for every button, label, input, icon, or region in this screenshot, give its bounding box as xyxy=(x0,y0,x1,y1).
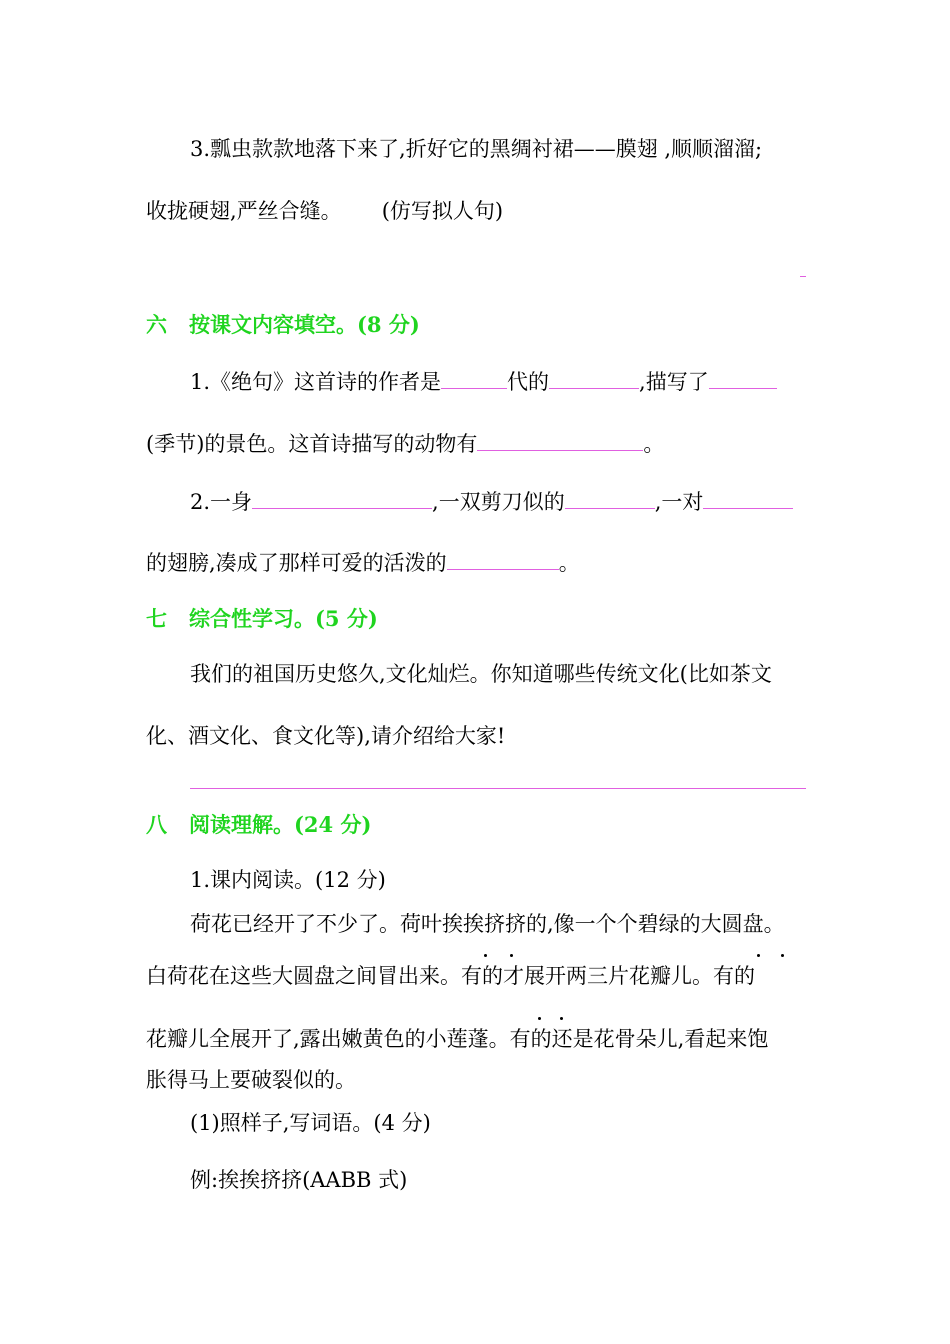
blank-animals[interactable] xyxy=(477,432,643,451)
item3-line1: 3.瓢虫款款地落下来了,折好它的黑绸衬裙——膜翅 ,顺顺溜溜; xyxy=(190,137,763,161)
s6-q2-line1 xyxy=(190,490,793,513)
s6-q2-text-a: 2.一身 xyxy=(190,490,253,514)
section-8-number: 八 xyxy=(146,812,167,837)
section-6-heading xyxy=(146,314,420,335)
s6-q1-text-b: 代的 xyxy=(507,370,550,394)
s6-q1-text-e: 。 xyxy=(643,432,665,456)
s6-q2-text-e: 。 xyxy=(558,551,580,575)
s6-q2-text-b: ,一双剪刀似的 xyxy=(432,490,565,514)
answer-tick xyxy=(800,276,806,277)
emphasis-dot xyxy=(781,954,784,957)
passage-line-3: 花瓣儿全展开了,露出嫩黄色的小莲蓬。有的还是花骨朵儿,看起来饱 xyxy=(146,1027,769,1051)
blank-author[interactable] xyxy=(549,370,639,389)
section-6-title: 按课文内容填空。(8 分) xyxy=(189,312,420,337)
blank-wings[interactable] xyxy=(703,490,793,509)
section-7-number: 七 xyxy=(146,606,167,631)
section-8-title: 阅读理解。(24 分) xyxy=(189,812,372,837)
s7-line2: 化、酒文化、食文化等),请介绍给大家! xyxy=(146,724,506,748)
blank-dynasty[interactable] xyxy=(441,370,507,389)
section-6-number: 六 xyxy=(146,312,167,337)
section-8-heading xyxy=(146,814,371,835)
blank-season[interactable] xyxy=(709,370,777,389)
example-line: 例:挨挨挤挤(AABB 式) xyxy=(190,1168,408,1192)
question-1: (1)照样子,写词语。(4 分) xyxy=(190,1111,431,1135)
s6-q1-line2 xyxy=(146,432,664,455)
passage-line-1: 荷花已经开了不少了。荷叶挨挨挤挤的,像一个个碧绿的大圆盘。 xyxy=(190,912,785,936)
s6-q2-line2 xyxy=(146,551,580,574)
blank-body[interactable] xyxy=(252,490,432,509)
s6-q2-text-d: 的翅膀,凑成了那样可爱的活泼的 xyxy=(146,551,447,575)
emphasis-dot xyxy=(510,954,513,957)
passage-line-2: 白荷花在这些大圆盘之间冒出来。有的才展开两三片花瓣儿。有的 xyxy=(146,964,755,988)
section-7-heading xyxy=(146,608,378,629)
s6-q1-text-a: 1.《绝句》这首诗的作者是 xyxy=(190,370,442,394)
item3-text: 收拢硬翅,严丝合缝。 xyxy=(146,199,342,223)
blank-tail[interactable] xyxy=(565,490,655,509)
emphasis-dot xyxy=(757,954,760,957)
item3-hint: (仿写拟人句) xyxy=(381,199,504,223)
s6-q2-text-c: ,一对 xyxy=(654,490,704,514)
s8-sub1: 1.课内阅读。(12 分) xyxy=(190,868,386,892)
answer-line-s7[interactable] xyxy=(190,788,806,789)
emphasis-dot xyxy=(560,1017,563,1020)
s6-q1-text-d: (季节)的景色。这首诗描写的动物有 xyxy=(146,432,478,456)
section-7-title: 综合性学习。(5 分) xyxy=(189,606,378,631)
s6-q1-line1 xyxy=(190,370,777,393)
item3-line2 xyxy=(146,201,503,222)
blank-bird[interactable] xyxy=(447,551,559,570)
s6-q1-text-c: ,描写了 xyxy=(639,370,709,394)
s7-line1: 我们的祖国历史悠久,文化灿烂。你知道哪些传统文化(比如茶文 xyxy=(190,662,772,686)
emphasis-dot xyxy=(538,1017,541,1020)
passage-line-4: 胀得马上要破裂似的。 xyxy=(146,1068,356,1092)
emphasis-dot xyxy=(484,954,487,957)
